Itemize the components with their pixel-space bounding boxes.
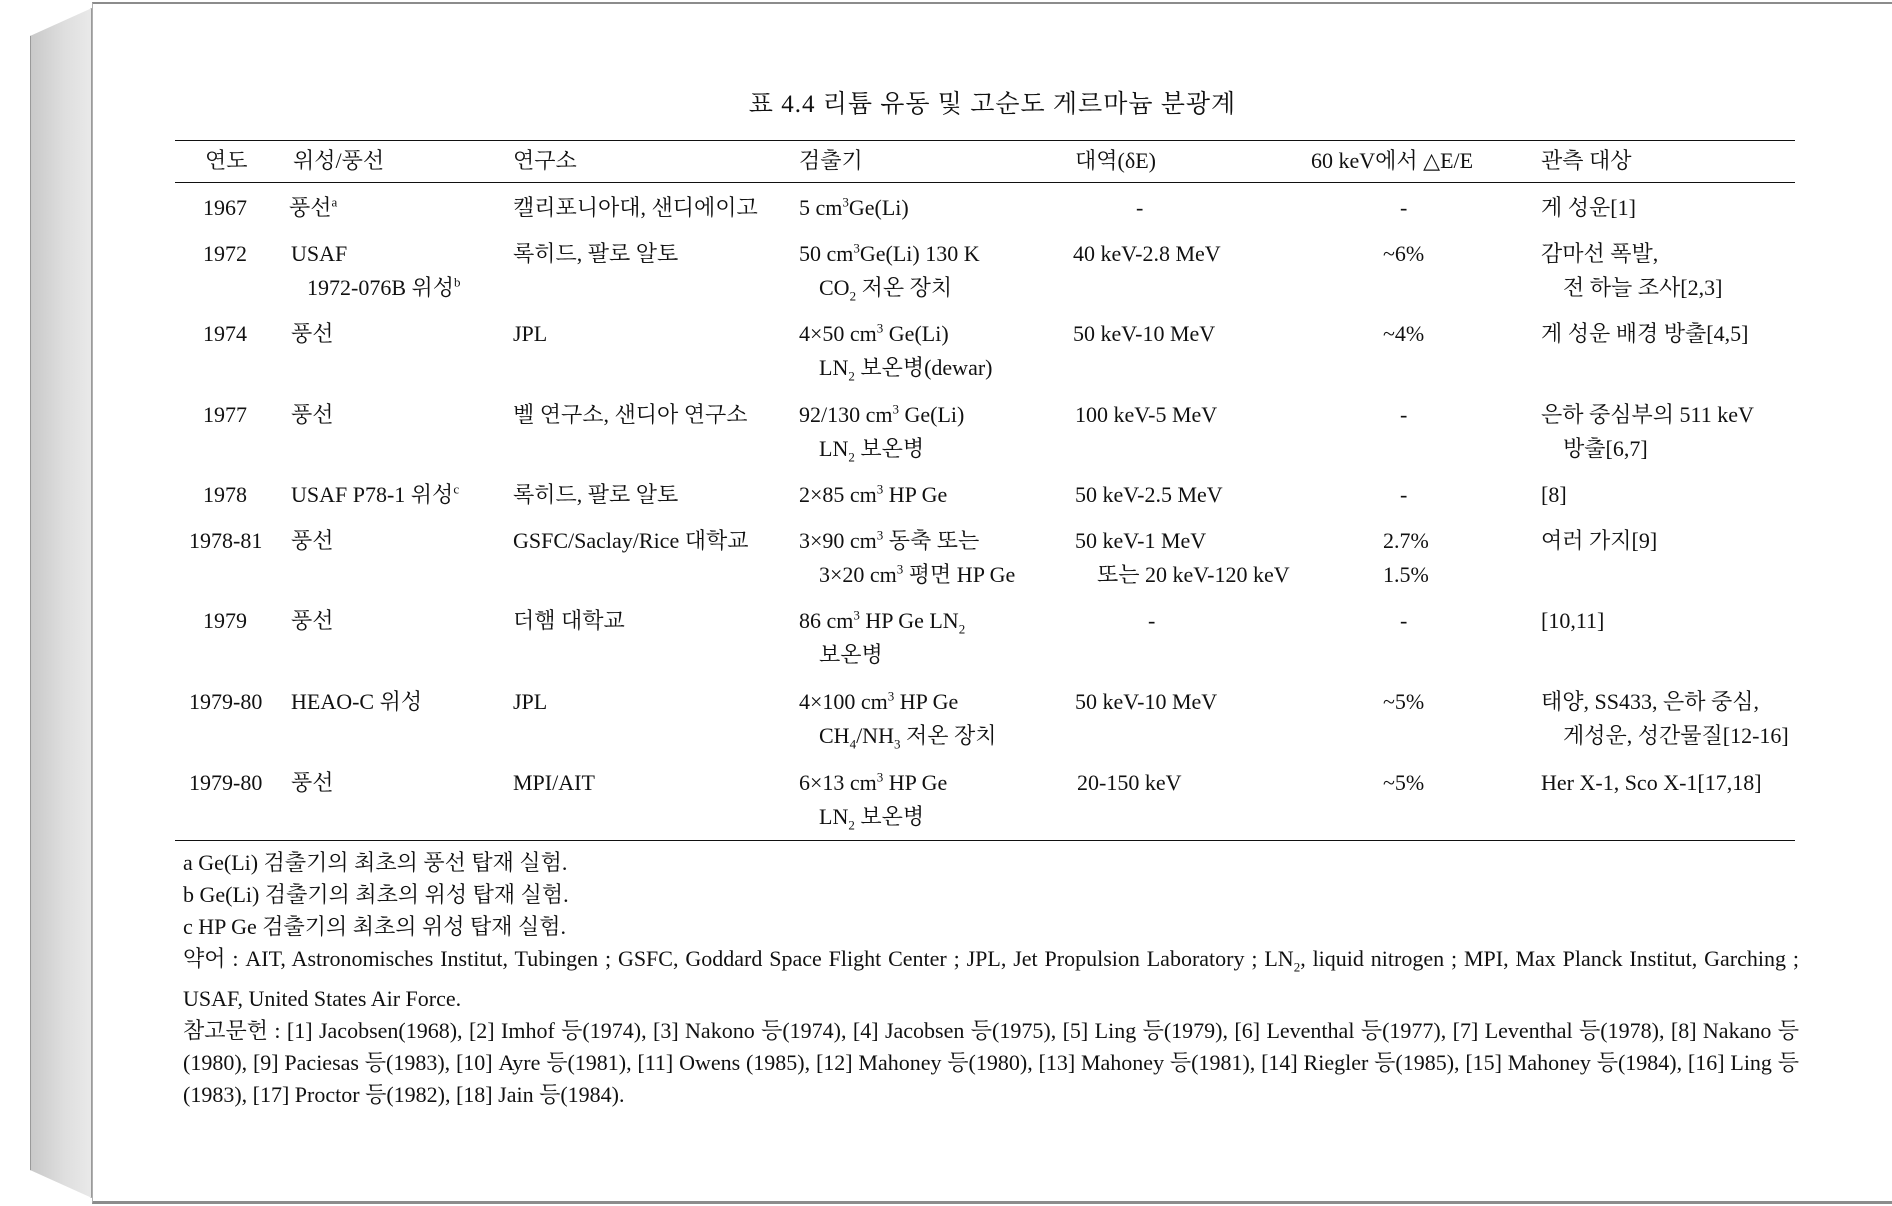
cell-institution: 록히드, 팔로 알토	[513, 482, 679, 507]
cell-band: 50 keV-10 MeV	[1073, 321, 1216, 346]
cell-platform: USAF	[291, 241, 348, 266]
cell-resolution: ~6%	[1383, 241, 1425, 266]
footnote-b: b Ge(Li) 검출기의 최초의 위성 탑재 실험.	[183, 882, 569, 907]
cell-target: 태양, SS433, 은하 중심,	[1541, 689, 1759, 714]
cell-resolution-line2: 1.5%	[1383, 562, 1429, 587]
table-title: 표 4.4 리튬 유동 및 고순도 게르마늄 분광계	[748, 91, 1237, 118]
header-target: 관측 대상	[1541, 148, 1632, 173]
cell-band: 50 keV-10 MeV	[1075, 689, 1218, 714]
cell-target: 게 성운 배경 방출[4,5]	[1541, 321, 1749, 346]
cell-detector-line2: $LN_2$ 보온병	[819, 804, 925, 833]
cell-platform: 풍선$^a$	[289, 194, 338, 220]
cell-detector: 92/130 $cm^3$ Ge(Li)	[799, 401, 965, 427]
footnote-a: a Ge(Li) 검출기의 최초의 풍선 탑재 실험.	[183, 850, 568, 875]
footnote-abbreviations: 약어 : AIT, Astronomisches Institut, Tubingen ; GSFC, Goddard Space Flight Center ; JPL, Jet Propulsion Laboratory ; $LN_2$, liquid nitrogen ; MPI, Max Planck Institut, Garching ; USAF, United States Air Force.	[183, 946, 1799, 1012]
header-band: 대역(δE)	[1075, 148, 1156, 173]
cell-resolution: -	[1400, 402, 1408, 427]
cell-year: 1972	[203, 241, 247, 266]
cell-year: 1978	[203, 482, 247, 507]
cell-target: [8]	[1541, 482, 1567, 507]
cell-resolution: ~5%	[1383, 689, 1425, 714]
cell-band: 20-150 keV	[1077, 770, 1182, 795]
table-header-rule	[175, 182, 1795, 183]
cell-target-line2: 게성운, 성간물질[12-16]	[1563, 723, 1789, 748]
cell-platform: USAF P78-1 위성$^c$	[291, 481, 460, 507]
cell-resolution: ~4%	[1383, 321, 1425, 346]
cell-detector-line2: $LN_2$ 보온병(dewar)	[819, 355, 993, 384]
cell-platform: 풍선	[291, 608, 334, 633]
cell-resolution: ~5%	[1383, 770, 1425, 795]
cell-year: 1979	[203, 608, 247, 633]
cell-institution: 캘리포니아대, 샌디에이고	[513, 195, 758, 220]
cell-platform: HEAO-C 위성	[291, 689, 423, 714]
cell-year: 1979-80	[189, 770, 263, 795]
cell-platform: 풍선	[291, 770, 334, 795]
cell-institution: GSFC/Saclay/Rice 대학교	[513, 528, 749, 553]
cell-band: 50 keV-2.5 MeV	[1075, 482, 1223, 507]
table-bottom-rule	[175, 840, 1795, 841]
header-institution: 연구소	[513, 148, 577, 173]
footnote-c: c HP Ge 검출기의 최초의 위성 탑재 실험.	[183, 914, 567, 939]
document-page	[92, 2, 1892, 1204]
cell-band: 50 keV-1 MeV	[1075, 528, 1207, 553]
cell-resolution: -	[1400, 195, 1408, 220]
cell-resolution: 2.7%	[1383, 528, 1429, 553]
cell-year: 1974	[203, 321, 247, 346]
cell-institution: JPL	[513, 689, 548, 714]
cell-band-line2: 또는 20 keV-120 keV	[1097, 562, 1290, 587]
cell-platform: 풍선	[291, 402, 334, 427]
cell-platform: 풍선	[291, 321, 334, 346]
cell-band: -	[1136, 195, 1144, 220]
cell-detector: 4×100 $cm^3$ HP Ge	[799, 688, 959, 714]
cell-institution: 더햄 대학교	[513, 608, 625, 633]
cell-target-line2: 전 하늘 조사[2,3]	[1563, 275, 1723, 300]
cell-institution: JPL	[513, 321, 548, 346]
cell-detector: 50 $cm^3Ge(Li)$ 130 K	[799, 240, 980, 266]
cell-year: 1979-80	[189, 689, 263, 714]
cell-target: 게 성운[1]	[1541, 195, 1636, 220]
cell-resolution: -	[1400, 608, 1408, 633]
cell-institution: MPI/AIT	[513, 770, 595, 795]
cell-detector-line2: $CH_4/NH_3$ 저온 장치	[819, 723, 997, 752]
cell-detector: 4×50 $cm^3$ Ge(Li)	[799, 320, 949, 346]
book-spine	[30, 8, 92, 1198]
cell-institution: 벨 연구소, 샌디아 연구소	[513, 402, 748, 427]
cell-detector-line2: $CO_2$ 저온 장치	[819, 275, 953, 304]
cell-detector: 5 $cm^3Ge(Li)$	[799, 194, 909, 220]
cell-target: [10,11]	[1541, 608, 1605, 633]
cell-band: 100 keV-5 MeV	[1075, 402, 1218, 427]
cell-detector-line2: 3×20 $cm^3$ 평면 HP Ge	[819, 561, 1016, 587]
cell-platform: 풍선	[291, 528, 334, 553]
cell-detector: 86 $cm^3$ HP Ge $LN_2$	[799, 607, 966, 637]
cell-target-line2: 방출[6,7]	[1563, 436, 1648, 461]
table-top-rule	[175, 140, 1795, 141]
header-detector: 검출기	[799, 148, 863, 173]
header-resolution: 60 keV에서 △E/E	[1311, 148, 1474, 173]
cell-band: -	[1148, 608, 1156, 633]
cell-detector: 6×13 $cm^3$ HP Ge	[799, 769, 948, 795]
cell-band: 40 keV-2.8 MeV	[1073, 241, 1221, 266]
cell-target: 감마선 폭발,	[1541, 241, 1659, 266]
header-platform: 위성/풍선	[293, 148, 385, 173]
cell-year: 1967	[203, 195, 247, 220]
cell-resolution: -	[1400, 482, 1408, 507]
cell-target: 은하 중심부의 511 keV	[1541, 402, 1754, 427]
cell-institution: 록히드, 팔로 알토	[513, 241, 679, 266]
cell-target: Her X-1, Sco X-1[17,18]	[1541, 770, 1762, 795]
cell-target: 여러 가지[9]	[1541, 528, 1658, 553]
table-footnotes	[183, 847, 1799, 1111]
cell-detector: 3×90 $cm^3$ 동축 또는	[799, 527, 980, 553]
cell-detector-line2: 보온병	[819, 642, 883, 667]
cell-year: 1977	[203, 402, 247, 427]
footnote-references: 참고문헌 : [1] Jacobsen(1968), [2] Imhof 등(1974), [3] Nakono 등(1974), [4] Jacobsen 등(1975), [5] Ling 등(1979), [6] Leventhal 등(1977), [7] Leventhal 등(1978), [8] Nakano 등(1980), [9] Paciesas 등(1983), [10] Ayre 등(1981), [11] Owens (1985), [12] Mahoney 등(1980), [13] Mahoney 등(1981), [14] Riegler 등(1985), [15] Mahoney 등(1984), [16] Ling 등(1983), [17] Proctor 등(1982), [18] Jain 등(1984).	[183, 1018, 1799, 1108]
cell-detector-line2: $LN_2$ 보온병	[819, 436, 925, 465]
cell-detector: 2×85 $cm^3$ HP Ge	[799, 481, 948, 507]
header-year: 연도	[205, 148, 248, 173]
cell-year: 1978-81	[189, 528, 263, 553]
cell-platform-line2: 1972-076B 위성$^b$	[307, 274, 461, 300]
